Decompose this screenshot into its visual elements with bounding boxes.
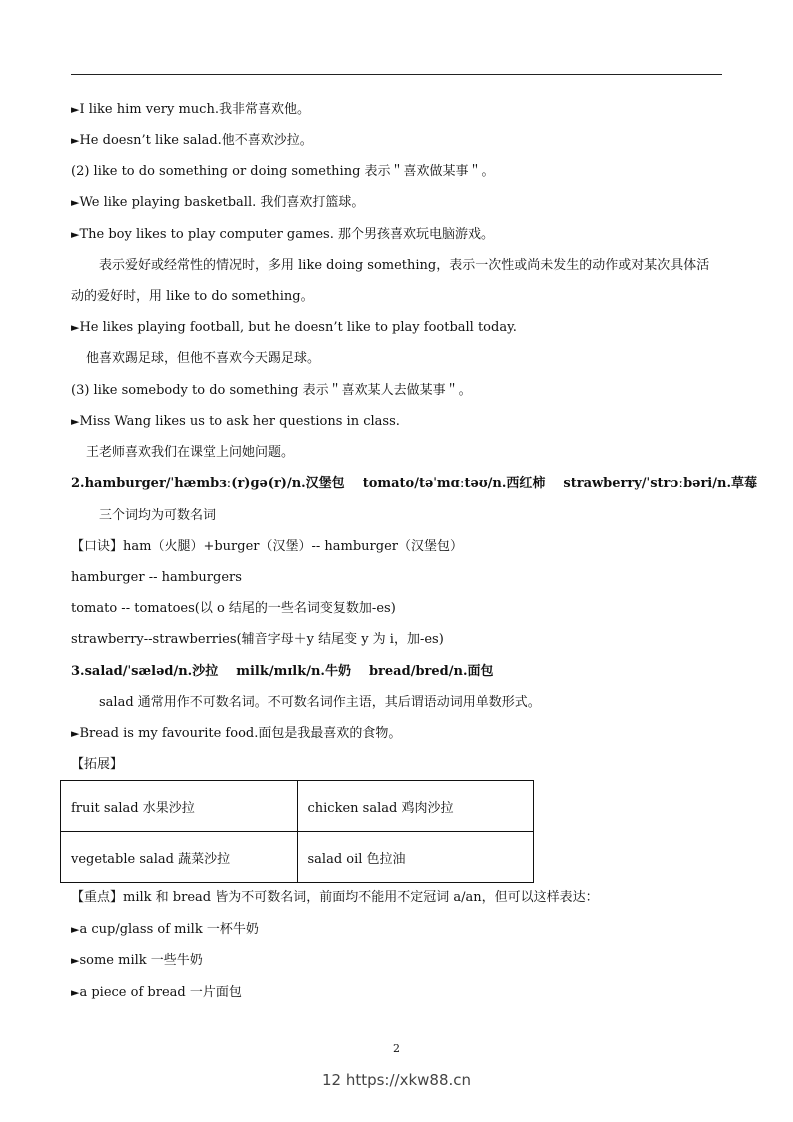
example-sentence: ►I like him very much.我非常喜欢他。: [71, 102, 310, 117]
footer-watermark: 12 https://xkw88.cn: [321, 1071, 472, 1089]
bullet-icon: ►: [71, 321, 80, 334]
section-label: 【拓展】: [71, 757, 124, 772]
explanation-text: 表示爱好或经常性的情况时，多用 like doing something，表示一次性或尚未发生的动作或对某次具体活: [99, 258, 710, 273]
example-phrase: ►a cup/glass of milk 一杯牛奶: [71, 922, 259, 937]
vocab-heading-2: 2.hamburger/ˈhæmbɜː(r)ɡə(r)/n.汉堡包 tomato/təˈmɑːtəʊ/n.西红柿 strawberry/ˈstrɔːbəri/n.草莓: [71, 476, 757, 491]
bullet-icon: ►: [71, 103, 80, 116]
example-phrase: ►a piece of bread 一片面包: [71, 985, 242, 1000]
bullet-icon: ►: [71, 415, 80, 428]
example-phrase: ►some milk 一些牛奶: [71, 953, 203, 968]
bullet-icon: ►: [71, 954, 80, 967]
page-number: 2: [393, 1042, 400, 1055]
usage-point: (3) like somebody to do something 表示＂喜欢某人去做某事＂。: [71, 383, 472, 398]
explanation-text: 动的爱好时，用 like to do something。: [71, 289, 314, 304]
table-row: [61, 832, 534, 883]
vocab-heading-3: 3.salad/ˈsæləd/n.沙拉 milk/mɪlk/n.牛奶 bread/bred/n.面包: [71, 664, 494, 679]
table-row: [61, 781, 534, 832]
note-text: salad 通常用作不可数名词。不可数名词作主语，其后谓语动词用单数形式。: [99, 695, 541, 710]
example-sentence: ►Miss Wang likes us to ask her questions in class.: [71, 414, 400, 429]
bullet-icon: ►: [71, 134, 80, 147]
bullet-icon: ►: [71, 923, 80, 936]
translation-text: 他喜欢踢足球，但他不喜欢今天踢足球。: [86, 351, 321, 366]
bullet-icon: ►: [71, 986, 80, 999]
bullet-icon: ►: [71, 196, 80, 209]
header-rule: [71, 74, 722, 75]
table-cell: chicken salad 鸡肉沙拉: [297, 781, 534, 832]
key-point-text: 【重点】milk 和 bread 皆为不可数名词，前面均不能用不定冠词 a/an，但可以这样表达：: [71, 890, 599, 905]
plural-form: hamburger -- hamburgers: [71, 570, 242, 585]
example-sentence: ►We like playing basketball. 我们喜欢打篮球。: [71, 195, 365, 210]
extension-table: [60, 780, 534, 883]
example-sentence: ►Bread is my favourite food.面包是我最喜欢的食物。: [71, 726, 402, 741]
mnemonic-text: 【口诀】ham（火腿）+burger（汉堡）-- hamburger（汉堡包）: [71, 539, 463, 554]
example-sentence: ►He doesn’t like salad.他不喜欢沙拉。: [71, 133, 313, 148]
usage-point: (2) like to do something or doing something 表示＂喜欢做某事＂。: [71, 164, 495, 179]
translation-text: 王老师喜欢我们在课堂上问她问题。: [86, 445, 295, 460]
table-cell: salad oil 色拉油: [297, 832, 534, 883]
example-sentence: ►The boy likes to play computer games. 那个男孩喜欢玩电脑游戏。: [71, 227, 494, 242]
plural-form: tomato -- tomatoes(以 o 结尾的一些名词变复数加-es): [71, 601, 396, 616]
bullet-icon: ►: [71, 727, 80, 740]
example-sentence: ►He likes playing football, but he doesn’t like to play football today.: [71, 320, 517, 335]
table-cell: fruit salad 水果沙拉: [61, 781, 298, 832]
bullet-icon: ►: [71, 228, 80, 241]
note-text: 三个词均为可数名词: [99, 508, 217, 523]
table-cell: vegetable salad 蔬菜沙拉: [61, 832, 298, 883]
plural-form: strawberry--strawberries(辅音字母＋y 结尾变 y 为 i，加-es): [71, 632, 444, 647]
